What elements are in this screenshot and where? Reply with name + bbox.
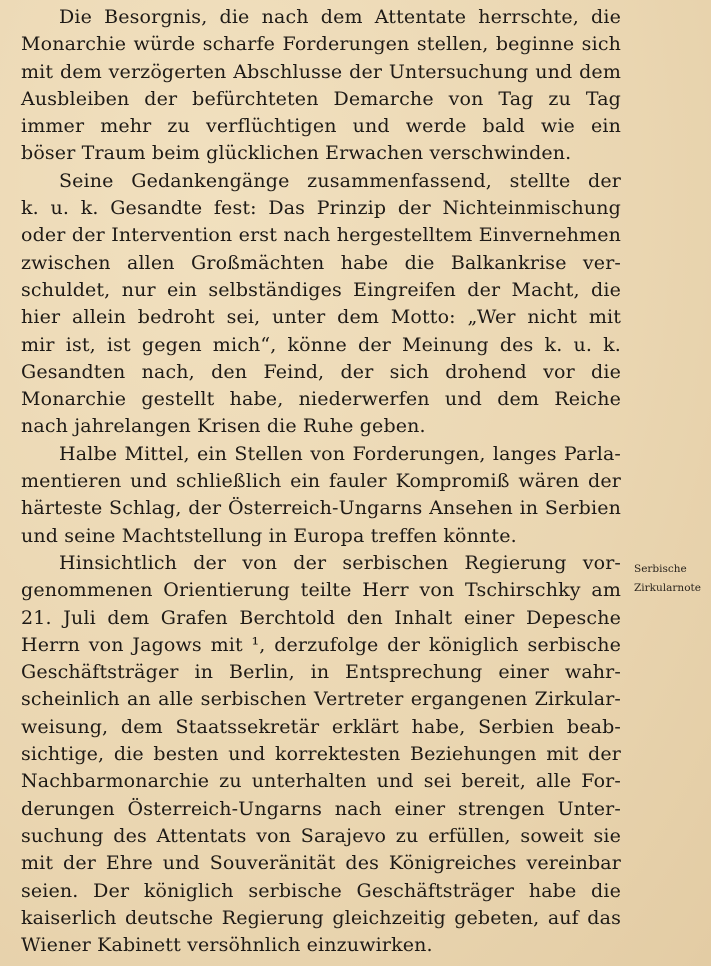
text-line: Ausbleiben der befürchteten Demarche von Tag zu Tag xyxy=(21,87,621,110)
text-line: weisung, dem Staatssekretär erklärt habe, Serbien beab- xyxy=(21,715,621,738)
marginal-note-line-2: Zirkularnote xyxy=(634,582,701,594)
body-text xyxy=(21,4,621,959)
marginal-note-line-1: Serbische xyxy=(634,563,687,575)
text-line: immer mehr zu verflüchtigen und werde bald wie ein xyxy=(21,115,621,138)
text-line: Halbe Mittel, ein Stellen von Forderungen, langes Parla- xyxy=(59,442,621,465)
text-line: derungen Österreich-Ungarns nach einer strengen Unter- xyxy=(21,797,621,820)
text-line: Wiener Kabinett versöhnlich einzuwirken. xyxy=(21,934,433,957)
text-line: scheinlich an alle serbischen Vertreter ergangenen Zirkular- xyxy=(21,688,621,711)
marginal-note xyxy=(634,560,711,598)
text-line: mit dem verzögerten Abschlusse der Untersuchung und dem xyxy=(21,60,621,83)
text-line: nach jahrelangen Krisen die Ruhe geben. xyxy=(21,415,426,438)
text-line: Herrn von Jagows mit ¹, derzufolge der königlich serbische xyxy=(21,633,621,656)
text-line: seien. Der königlich serbische Geschäftsträger habe die xyxy=(21,879,621,902)
text-line: oder der Intervention erst nach hergestelltem Einvernehmen xyxy=(21,224,621,247)
text-line: schuldet, nur ein selbständiges Eingreifen der Macht, die xyxy=(21,278,621,301)
text-line: Monarchie gestellt habe, niederwerfen und dem Reiche xyxy=(21,388,621,411)
text-line: kaiserlich deutsche Regierung gleichzeitig gebeten, auf das xyxy=(21,906,621,929)
text-line: Nachbarmonarchie zu unterhalten und sei bereit, alle For- xyxy=(21,770,621,793)
text-line: und seine Machtstellung in Europa treffen könnte. xyxy=(21,524,517,547)
text-line: Geschäftsträger in Berlin, in Entsprechung einer wahr- xyxy=(21,661,621,684)
text-line: Seine Gedankengänge zusammenfassend, stellte der xyxy=(59,169,621,192)
text-line: Monarchie würde scharfe Forderungen stellen, beginne sich xyxy=(21,33,621,56)
text-line: härteste Schlag, der Österreich-Ungarns Ansehen in Serbien xyxy=(21,497,621,520)
text-line: k. u. k. Gesandte fest: Das Prinzip der Nichteinmischung xyxy=(21,197,621,220)
text-line: Die Besorgnis, die nach dem Attentate herrschte, die xyxy=(59,6,621,28)
text-line: zwischen allen Großmächten habe die Balkankrise ver- xyxy=(21,251,621,274)
text-line: hier allein bedroht sei, unter dem Motto: „Wer nicht mit xyxy=(21,306,621,329)
text-line: genommenen Orientierung teilte Herr von Tschirschky am xyxy=(21,579,621,602)
text-line: sichtige, die besten und korrektesten Beziehungen mit der xyxy=(21,743,621,766)
text-line: suchung des Attentats von Sarajevo zu erfüllen, soweit sie xyxy=(21,824,621,847)
text-line: mit der Ehre und Souveränität des Königreiches vereinbar xyxy=(21,852,621,875)
text-line: böser Traum beim glücklichen Erwachen verschwinden. xyxy=(21,142,572,165)
text-line: Gesandten nach, den Feind, der sich drohend vor die xyxy=(21,360,621,383)
text-line: mir ist, ist gegen mich“, könne der Meinung des k. u. k. xyxy=(21,333,621,356)
text-line: Hinsichtlich der von der serbischen Regierung vor- xyxy=(59,551,621,574)
text-line: 21. Juli dem Grafen Berchtold den Inhalt einer Depesche xyxy=(21,606,621,629)
text-line: mentieren und schließlich ein fauler Kompromiß wären der xyxy=(21,470,621,493)
